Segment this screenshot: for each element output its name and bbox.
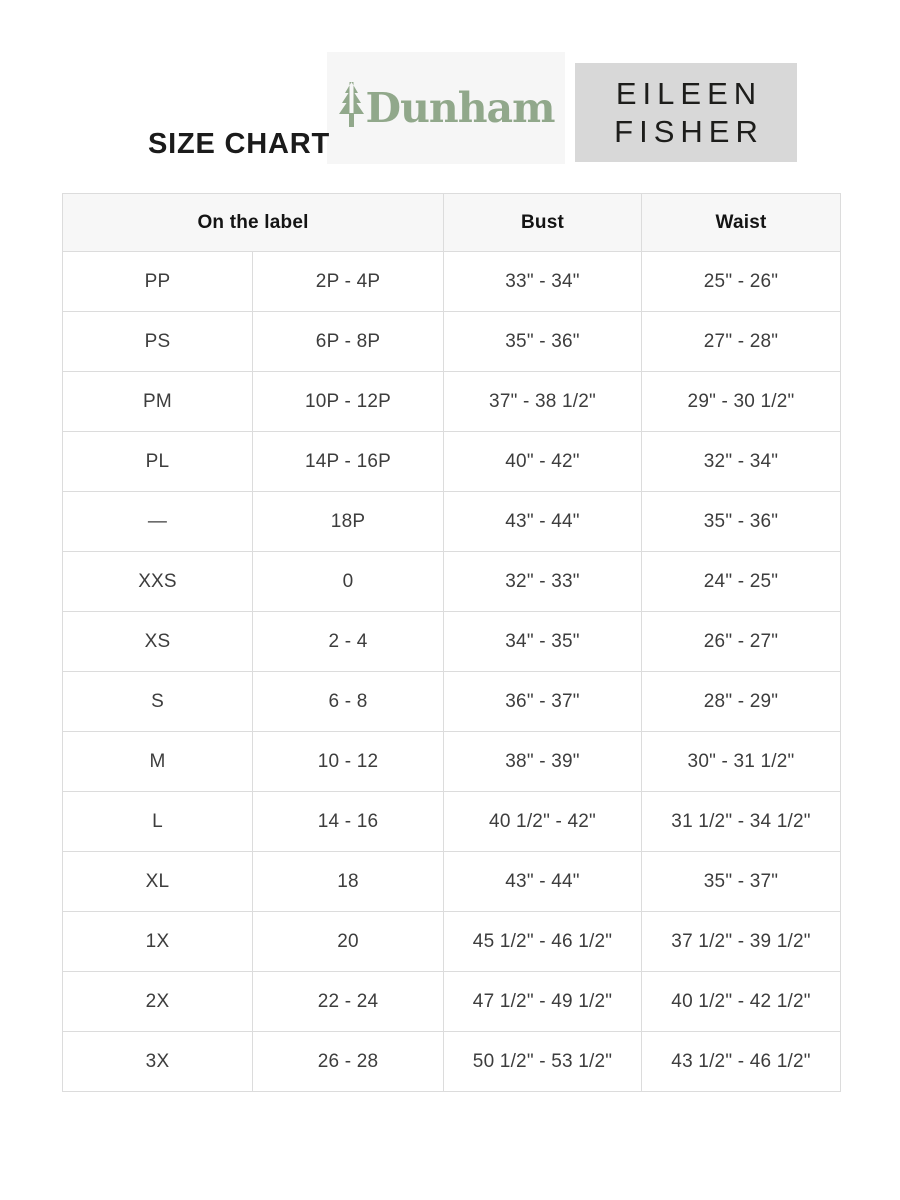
bust-cell: 43" - 44" bbox=[444, 852, 642, 912]
table-row bbox=[63, 672, 841, 732]
size-range-cell: 14 - 16 bbox=[253, 792, 444, 852]
waist-cell: 43 1/2" - 46 1/2" bbox=[642, 1032, 841, 1092]
size-label-cell: 1X bbox=[63, 912, 253, 972]
size-range-cell: 10 - 12 bbox=[253, 732, 444, 792]
page-title: SIZE CHART bbox=[148, 128, 330, 160]
waist-cell: 35" - 37" bbox=[642, 852, 841, 912]
table-header-row bbox=[63, 194, 841, 252]
dunham-logo bbox=[327, 52, 565, 164]
size-range-cell: 20 bbox=[253, 912, 444, 972]
waist-cell: 37 1/2" - 39 1/2" bbox=[642, 912, 841, 972]
size-range-cell: 2 - 4 bbox=[253, 612, 444, 672]
bust-cell: 43" - 44" bbox=[444, 492, 642, 552]
waist-cell: 32" - 34" bbox=[642, 432, 841, 492]
table-row bbox=[63, 972, 841, 1032]
table-row bbox=[63, 612, 841, 672]
pine-tree-icon bbox=[338, 82, 365, 130]
dunham-logo-text: Dunham bbox=[365, 84, 555, 132]
size-label-cell: S bbox=[63, 672, 253, 732]
size-label-cell: PS bbox=[63, 312, 253, 372]
size-label-cell: XL bbox=[63, 852, 253, 912]
bust-cell: 35" - 36" bbox=[444, 312, 642, 372]
waist-cell: 24" - 25" bbox=[642, 552, 841, 612]
size-label-cell: PM bbox=[63, 372, 253, 432]
table-row bbox=[63, 792, 841, 852]
size-range-cell: 18P bbox=[253, 492, 444, 552]
table-row bbox=[63, 732, 841, 792]
table-row bbox=[63, 852, 841, 912]
header-on-the-label: On the label bbox=[63, 194, 444, 252]
table-row bbox=[63, 432, 841, 492]
waist-cell: 27" - 28" bbox=[642, 312, 841, 372]
waist-cell: 30" - 31 1/2" bbox=[642, 732, 841, 792]
table-row bbox=[63, 312, 841, 372]
size-range-cell: 10P - 12P bbox=[253, 372, 444, 432]
size-label-cell: XXS bbox=[63, 552, 253, 612]
bust-cell: 50 1/2" - 53 1/2" bbox=[444, 1032, 642, 1092]
size-range-cell: 2P - 4P bbox=[253, 252, 444, 312]
size-range-cell: 22 - 24 bbox=[253, 972, 444, 1032]
waist-cell: 28" - 29" bbox=[642, 672, 841, 732]
size-label-cell: L bbox=[63, 792, 253, 852]
waist-cell: 26" - 27" bbox=[642, 612, 841, 672]
size-chart-table bbox=[62, 193, 841, 1092]
size-label-cell: XS bbox=[63, 612, 253, 672]
size-label-cell: PL bbox=[63, 432, 253, 492]
waist-cell: 31 1/2" - 34 1/2" bbox=[642, 792, 841, 852]
size-label-cell: — bbox=[63, 492, 253, 552]
eileen-fisher-logo-line2: FISHER bbox=[614, 113, 764, 149]
bust-cell: 47 1/2" - 49 1/2" bbox=[444, 972, 642, 1032]
waist-cell: 40 1/2" - 42 1/2" bbox=[642, 972, 841, 1032]
table-row bbox=[63, 252, 841, 312]
header-bust: Bust bbox=[444, 194, 642, 252]
size-range-cell: 6 - 8 bbox=[253, 672, 444, 732]
size-label-cell: 3X bbox=[63, 1032, 253, 1092]
size-label-cell: PP bbox=[63, 252, 253, 312]
bust-cell: 40 1/2" - 42" bbox=[444, 792, 642, 852]
size-range-cell: 6P - 8P bbox=[253, 312, 444, 372]
size-range-cell: 18 bbox=[253, 852, 444, 912]
table-row bbox=[63, 372, 841, 432]
size-range-cell: 14P - 16P bbox=[253, 432, 444, 492]
bust-cell: 40" - 42" bbox=[444, 432, 642, 492]
waist-cell: 35" - 36" bbox=[642, 492, 841, 552]
eileen-fisher-logo-line1: EILEEN bbox=[615, 75, 763, 111]
header-waist: Waist bbox=[642, 194, 841, 252]
eileen-fisher-logo bbox=[575, 63, 797, 162]
bust-cell: 36" - 37" bbox=[444, 672, 642, 732]
waist-cell: 25" - 26" bbox=[642, 252, 841, 312]
bust-cell: 34" - 35" bbox=[444, 612, 642, 672]
table-row bbox=[63, 492, 841, 552]
bust-cell: 32" - 33" bbox=[444, 552, 642, 612]
bust-cell: 45 1/2" - 46 1/2" bbox=[444, 912, 642, 972]
table-row bbox=[63, 552, 841, 612]
table-row bbox=[63, 912, 841, 972]
bust-cell: 33" - 34" bbox=[444, 252, 642, 312]
size-range-cell: 0 bbox=[253, 552, 444, 612]
waist-cell: 29" - 30 1/2" bbox=[642, 372, 841, 432]
table-row bbox=[63, 1032, 841, 1092]
size-label-cell: 2X bbox=[63, 972, 253, 1032]
size-range-cell: 26 - 28 bbox=[253, 1032, 444, 1092]
bust-cell: 38" - 39" bbox=[444, 732, 642, 792]
bust-cell: 37" - 38 1/2" bbox=[444, 372, 642, 432]
size-label-cell: M bbox=[63, 732, 253, 792]
